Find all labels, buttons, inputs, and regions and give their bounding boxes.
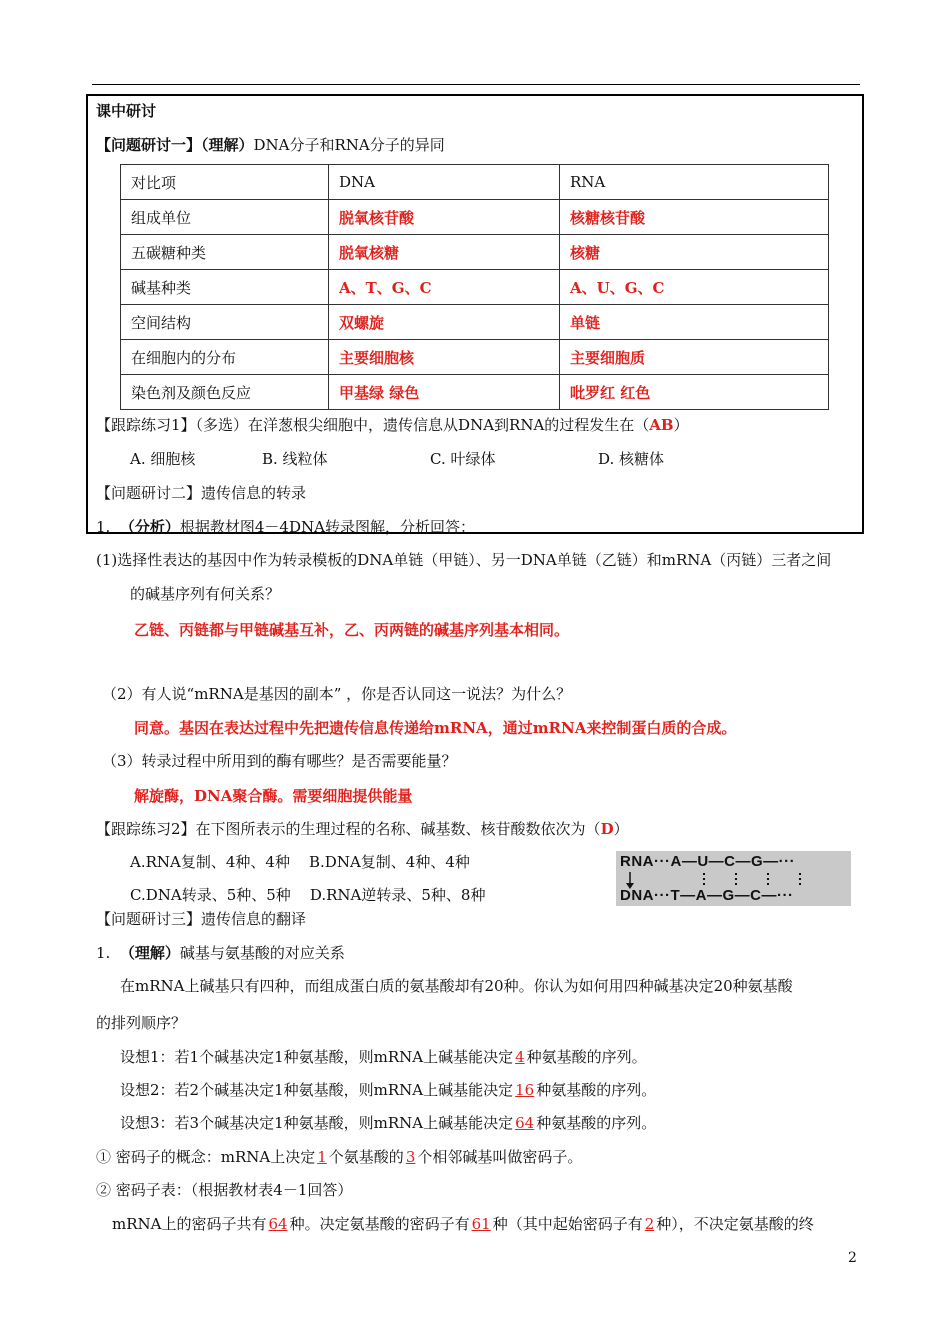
codon-count-line: [112, 1214, 814, 1234]
row-label: 在细胞内的分布: [121, 340, 329, 375]
codon-count-answer-2: 61: [471, 1215, 491, 1233]
practice2-answer: D: [600, 820, 614, 838]
dna-value: 甲基绿 绿色: [329, 375, 560, 410]
q3-header: 【问题研讨三】遗传信息的翻译: [96, 910, 307, 928]
hypothesis-3-answer: 64: [515, 1114, 535, 1132]
section-title: 课中研讨: [96, 102, 157, 120]
q1-header-text: DNA分子和RNA分子的异同: [253, 136, 445, 154]
hypothesis-1-suffix: 种氨基酸的序列。: [526, 1048, 647, 1066]
codon-count-answer-3: 2: [644, 1215, 655, 1233]
practice1-close: ）: [673, 416, 689, 434]
q3-item1-text: 碱基与氨基酸的对应关系: [179, 944, 345, 962]
codon-count-text-end: 种），不决定氨基酸的终: [656, 1215, 814, 1233]
practice2-close: ）: [613, 820, 629, 838]
comparison-table: [120, 164, 829, 410]
practice1-question: [96, 415, 689, 435]
codon-answer-1: 1: [317, 1148, 327, 1166]
hypothesis-1: [120, 1047, 647, 1067]
q2-header: 【问题研讨二】遗传信息的转录: [96, 484, 307, 502]
diagram-dna-row: DNA···T—A—G—C—···: [620, 887, 794, 904]
q2-sub1-answer: 乙链、丙链都与甲链碱基互补，乙、丙两链的碱基序列基本相同。: [134, 621, 570, 639]
q1-header-tag: （理解）: [201, 136, 254, 154]
row-label: 五碳糖种类: [121, 235, 329, 270]
hypothesis-2-answer: 16: [515, 1081, 535, 1099]
q2-item1-number: 1.: [96, 518, 111, 536]
rna-value: 核糖: [560, 235, 829, 270]
practice2-text: 【跟踪练习2】在下图所表示的生理过程的名称、碱基数、核苷酸数依次为（: [96, 820, 601, 838]
q2-sub1-line2: 的碱基序列有何关系？: [130, 585, 281, 603]
hypothesis-2: [120, 1080, 656, 1100]
dna-value: 脱氧核糖: [329, 235, 560, 270]
table-row: [121, 270, 829, 305]
codon-answer-2: 3: [405, 1148, 416, 1166]
q3-item1-number: 1.: [96, 944, 111, 962]
practice1-option-d: D. 核糖体: [598, 450, 665, 468]
codon-count-answer-1: 64: [268, 1215, 288, 1233]
practice2-question: [96, 819, 629, 839]
q3-para-line2: 的排列顺序？: [96, 1014, 187, 1032]
row-label: 组成单位: [121, 200, 329, 235]
header-rule: [92, 84, 860, 85]
row-label: 空间结构: [121, 305, 329, 340]
practice1-option-c: C. 叶绿体: [430, 450, 496, 468]
table-row: [121, 200, 829, 235]
codon-text: ① 密码子的概念：mRNA上决定: [96, 1148, 316, 1166]
rna-value: 核糖核苷酸: [560, 200, 829, 235]
q2-sub3-answer: 解旋酶，DNA聚合酶。需要细胞提供能量: [134, 787, 413, 805]
table-header-cell: 对比项: [121, 165, 329, 200]
row-label: 碱基种类: [121, 270, 329, 305]
table-row: [121, 235, 829, 270]
codon-definition: [96, 1147, 582, 1167]
hypothesis-1-answer: 4: [515, 1048, 525, 1066]
dna-value: 主要细胞核: [329, 340, 560, 375]
dna-value: 脱氧核苷酸: [329, 200, 560, 235]
rna-value: 主要细胞质: [560, 340, 829, 375]
practice1-option-b: B. 线粒体: [262, 450, 328, 468]
practice2-options-line1: A.RNA复制、4种、4种 B.DNA复制、4种、4种: [130, 853, 470, 871]
q2-sub3: （3）转录过程中所用到的酶有哪些？是否需要能量？: [102, 752, 457, 770]
codon-count-text-mid1: 种。决定氨基酸的密码子有: [289, 1215, 470, 1233]
rna-value: 吡罗红 红色: [560, 375, 829, 410]
q2-item1-text: 根据教材图4－4DNA转录图解，分析回答：: [179, 518, 475, 536]
codon-table-line: ② 密码子表：（根据教材表4－1回答）: [96, 1181, 353, 1199]
q1-header: [96, 135, 445, 155]
hypothesis-3-suffix: 种氨基酸的序列。: [536, 1114, 657, 1132]
practice2-options-line2: C.DNA转录、5种、5种 D.RNA逆转录、5种、8种: [130, 886, 486, 904]
rna-value: 单链: [560, 305, 829, 340]
hypothesis-2-suffix: 种氨基酸的序列。: [536, 1081, 657, 1099]
hypothesis-3-text: 设想3：若3个碱基决定1种氨基酸，则mRNA上碱基能决定: [120, 1114, 514, 1132]
codon-text-end: 个相邻碱基叫做密码子。: [417, 1148, 583, 1166]
dna-value: 双螺旋: [329, 305, 560, 340]
q3-para-line1: 在mRNA上碱基只有四种，而组成蛋白质的氨基酸却有20种。你认为如何用四种碱基决定20种氨基酸: [120, 977, 793, 995]
q2-sub2-answer: 同意。基因在表达过程中先把遗传信息传递给mRNA，通过mRNA来控制蛋白质的合成。: [134, 719, 737, 737]
codon-text-mid: 个氨基酸的: [328, 1148, 404, 1166]
hypothesis-2-text: 设想2：若2个碱基决定1种氨基酸，则mRNA上碱基能决定: [120, 1081, 514, 1099]
q2-sub2: （2）有人说“mRNA是基因的副本” ，你是否认同这一说法？为什么？: [102, 685, 572, 703]
row-label: 染色剂及颜色反应: [121, 375, 329, 410]
table-row: [121, 305, 829, 340]
page-number: 2: [848, 1250, 857, 1266]
q3-item1-tag: （理解）: [119, 944, 180, 962]
codon-count-text: mRNA上的密码子共有: [112, 1215, 267, 1233]
practice1-answer: AB: [649, 416, 674, 434]
q2-item1: [96, 517, 475, 537]
diagram-rna-row: RNA···A—U—C—G—···: [620, 853, 796, 870]
table-header-cell: RNA: [560, 165, 829, 200]
transcription-diagram: [616, 851, 851, 906]
codon-count-text-mid2: 种（其中起始密码子有: [492, 1215, 643, 1233]
hypothesis-3: [120, 1113, 656, 1133]
hypothesis-1-text: 设想1：若1个碱基决定1种氨基酸，则mRNA上碱基能决定: [120, 1048, 514, 1066]
table-header-cell: DNA: [329, 165, 560, 200]
practice1-option-a: A. 细胞核: [130, 450, 196, 468]
q2-item1-tag: （分析）: [119, 518, 180, 536]
table-row: [121, 375, 829, 410]
table-row: [121, 340, 829, 375]
q1-header-bracket: 【问题研讨一】: [96, 136, 202, 154]
q2-sub1-line1: (1)选择性表达的基因中作为转录模板的DNA单链（甲链）、另一DNA单链（乙链）和mRNA（丙链）三者之间: [96, 551, 832, 569]
rna-value: A、U、G、C: [560, 270, 829, 305]
dna-value: A、T、G、C: [329, 270, 560, 305]
practice1-text: 【跟踪练习1】（多选）在洋葱根尖细胞中，遗传信息从DNA到RNA的过程发生在（: [96, 416, 650, 434]
q3-item1: [96, 943, 345, 963]
table-header-row: [121, 165, 829, 200]
